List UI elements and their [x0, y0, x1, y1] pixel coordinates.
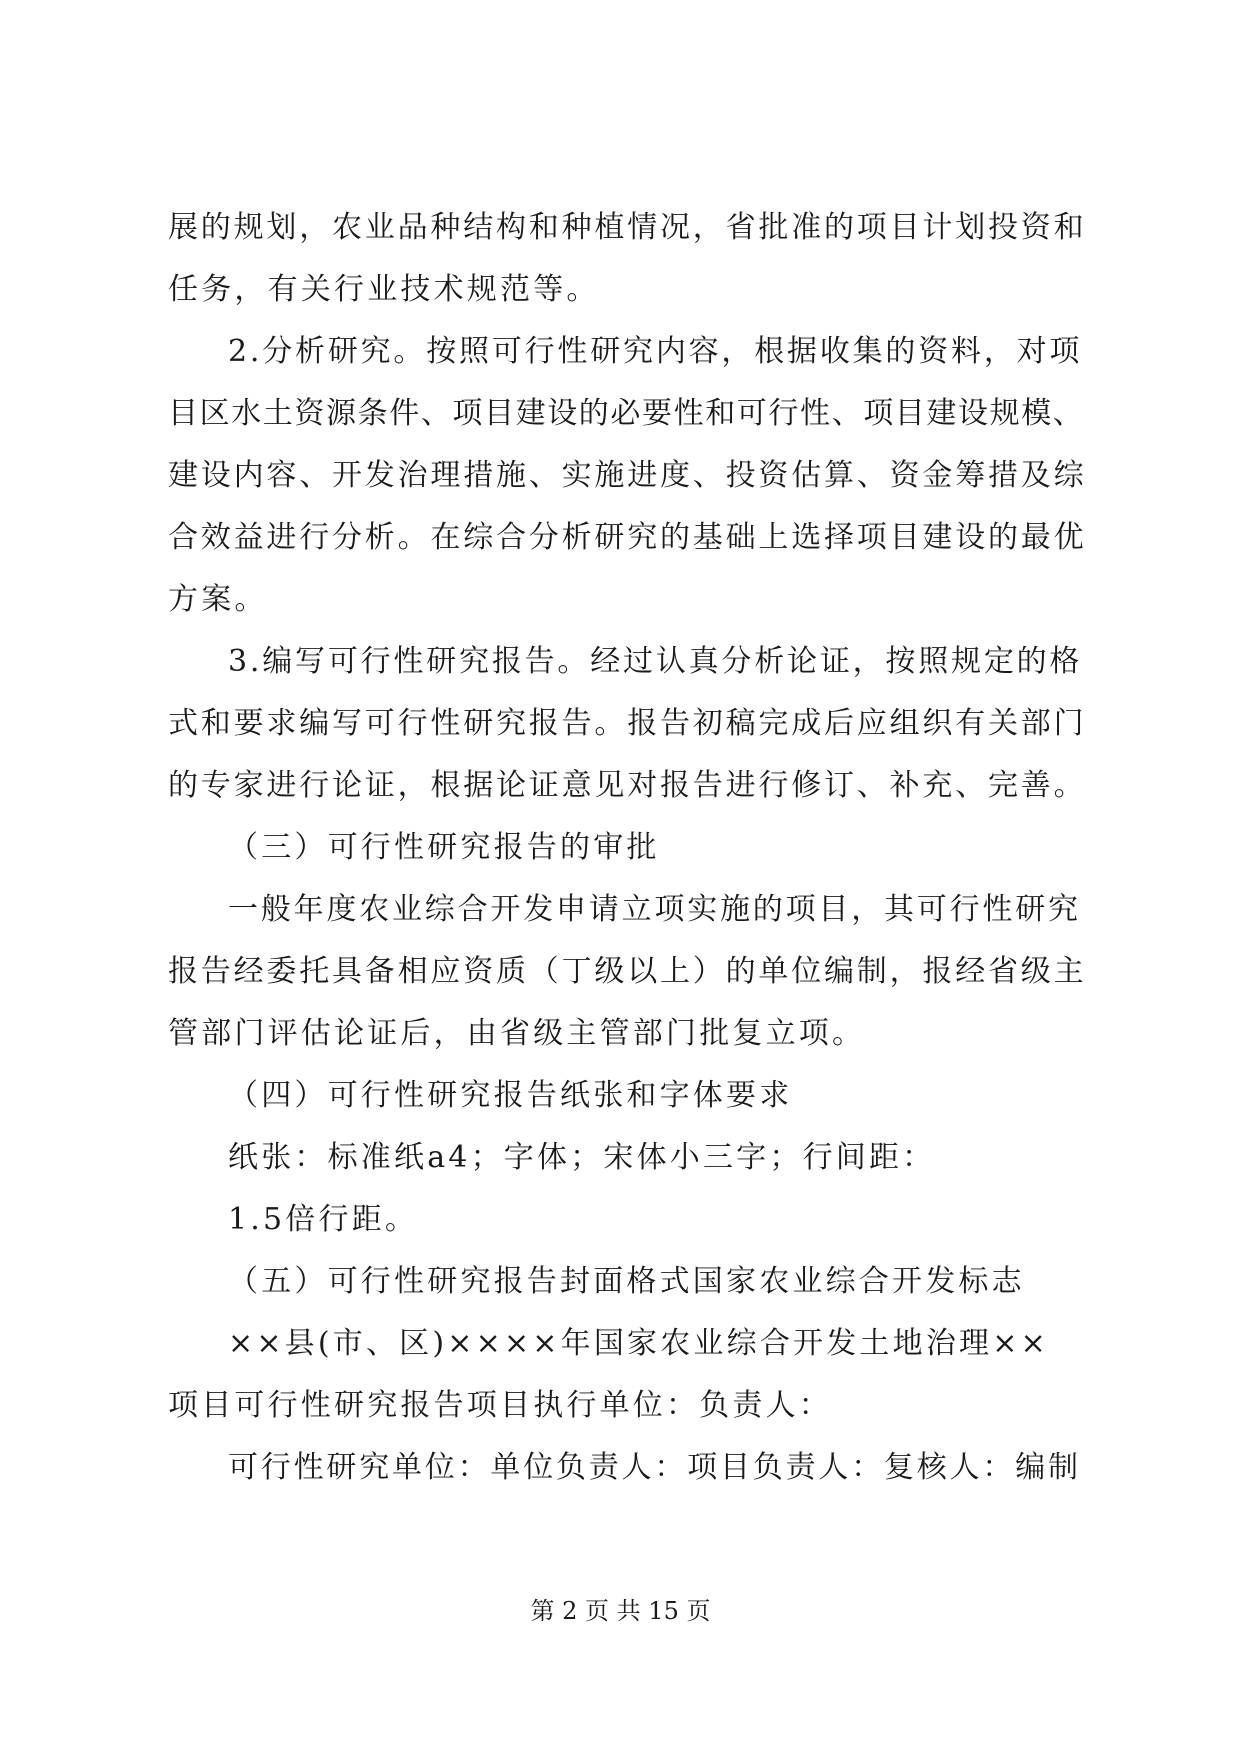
- text-line: ××县(市、区)××××年国家农业综合开发土地治理××: [228, 1326, 1049, 1361]
- text-line: 任务，有关行业技术规范等。: [168, 272, 600, 307]
- text-line: 建设内容、开发治理措施、实施进度、投资估算、资金筹措及综: [168, 458, 1087, 493]
- text-line: 1.5倍行距。: [228, 1202, 419, 1237]
- text-line: 目区水土资源条件、项目建设的必要性和可行性、项目建设规模、: [168, 396, 1085, 431]
- text-line: 报告经委托具备相应资质（丁级以上）的单位编制，报经省级主: [168, 954, 1087, 989]
- section-heading: （五）可行性研究报告封面格式国家农业综合开发标志: [228, 1264, 1025, 1299]
- text-line: 展的规划，农业品种结构和种植情况，省批准的项目计划投资和: [168, 210, 1087, 245]
- section-heading: （四）可行性研究报告纸张和字体要求: [228, 1078, 793, 1113]
- text-line: 项目可行性研究报告项目执行单位：负责人：: [168, 1388, 832, 1423]
- text-line: 式和要求编写可行性研究报告。报告初稿完成后应组织有关部门: [168, 706, 1087, 741]
- text-line: 纸张：标准纸a4；字体；宋体小三字；行间距：: [228, 1140, 936, 1175]
- text-line: 可行性研究单位：单位负责人：项目负责人：复核人：编制: [228, 1450, 1081, 1485]
- text-line: 3.编写可行性研究报告。经过认真分析论证，按照规定的格: [228, 644, 1083, 679]
- page-number-footer: 第 2 页 共 15 页: [530, 1597, 711, 1625]
- section-heading: （三）可行性研究报告的审批: [228, 830, 660, 865]
- text-line: 一般年度农业综合开发申请立项实施的项目，其可行性研究: [228, 892, 1081, 927]
- text-line: 合效益进行分析。在综合分析研究的基础上选择项目建设的最优: [168, 520, 1087, 555]
- text-line: 2.分析研究。按照可行性研究内容，根据收集的资料，对项: [228, 334, 1083, 369]
- text-line: 的专家进行论证，根据论证意见对报告进行修订、补充、完善。: [168, 768, 1087, 803]
- text-line: 方案。: [168, 582, 268, 617]
- text-line: 管部门评估论证后，由省级主管部门批复立项。: [168, 1016, 866, 1051]
